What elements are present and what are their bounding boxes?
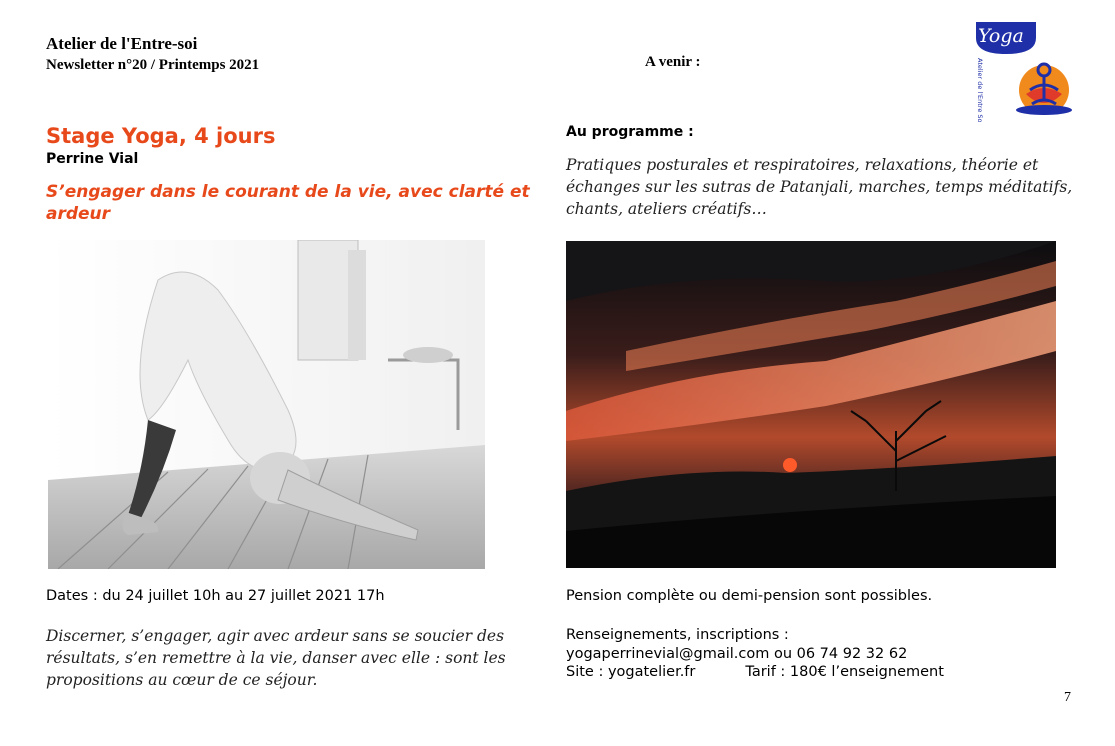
- contact-label: Renseignements, inscriptions :: [566, 627, 789, 643]
- upcoming-heading: A venir :: [645, 54, 701, 70]
- stage-quote: Discerner, s’engager, agir avec ardeur sans se soucier des résultats, s’en remettre à la vie, danser avec elle : sont les propositions au cœur de ce séjour.: [46, 627, 506, 689]
- logo-caption: Atelier de l'Entre Soi: [976, 58, 984, 122]
- contact-block: [566, 626, 944, 682]
- stage-author: Perrine Vial: [46, 151, 139, 167]
- pension-info: Pension complète ou demi-pension sont possibles.: [566, 588, 933, 604]
- contact-details: yogaperrinevial@gmail.com ou 06 74 92 32 62: [566, 645, 908, 662]
- newsletter-issue: Newsletter n°20 / Printemps 2021: [46, 57, 260, 73]
- page-number: 7: [1064, 690, 1071, 705]
- site-tarif-line: [566, 663, 944, 682]
- programme-label: Au programme :: [566, 124, 694, 140]
- newsletter-title: Atelier de l'Entre-soi: [46, 34, 198, 53]
- sunset-photo: [566, 241, 1056, 568]
- logo-word: Yoga: [978, 25, 1024, 47]
- yoga-pose-photo: [48, 240, 485, 569]
- site-link[interactable]: Site : yogatelier.fr: [566, 664, 696, 680]
- stage-title: Stage Yoga, 4 jours: [46, 124, 276, 148]
- yoga-logo: [974, 20, 1080, 122]
- programme-text: Pratiques posturales et respiratoires, relaxations, théorie et échanges sur les sutras de Patanjali, marches, temps méditatifs, chants, ateliers créatifs…: [566, 156, 1073, 218]
- stage-dates: Dates : du 24 juillet 10h au 27 juillet 2021 17h: [46, 588, 385, 604]
- tarif: Tarif : 180€ l’enseignement: [745, 664, 944, 680]
- stage-subtitle: S’engager dans le courant de la vie, avec clarté et ardeur: [46, 182, 530, 224]
